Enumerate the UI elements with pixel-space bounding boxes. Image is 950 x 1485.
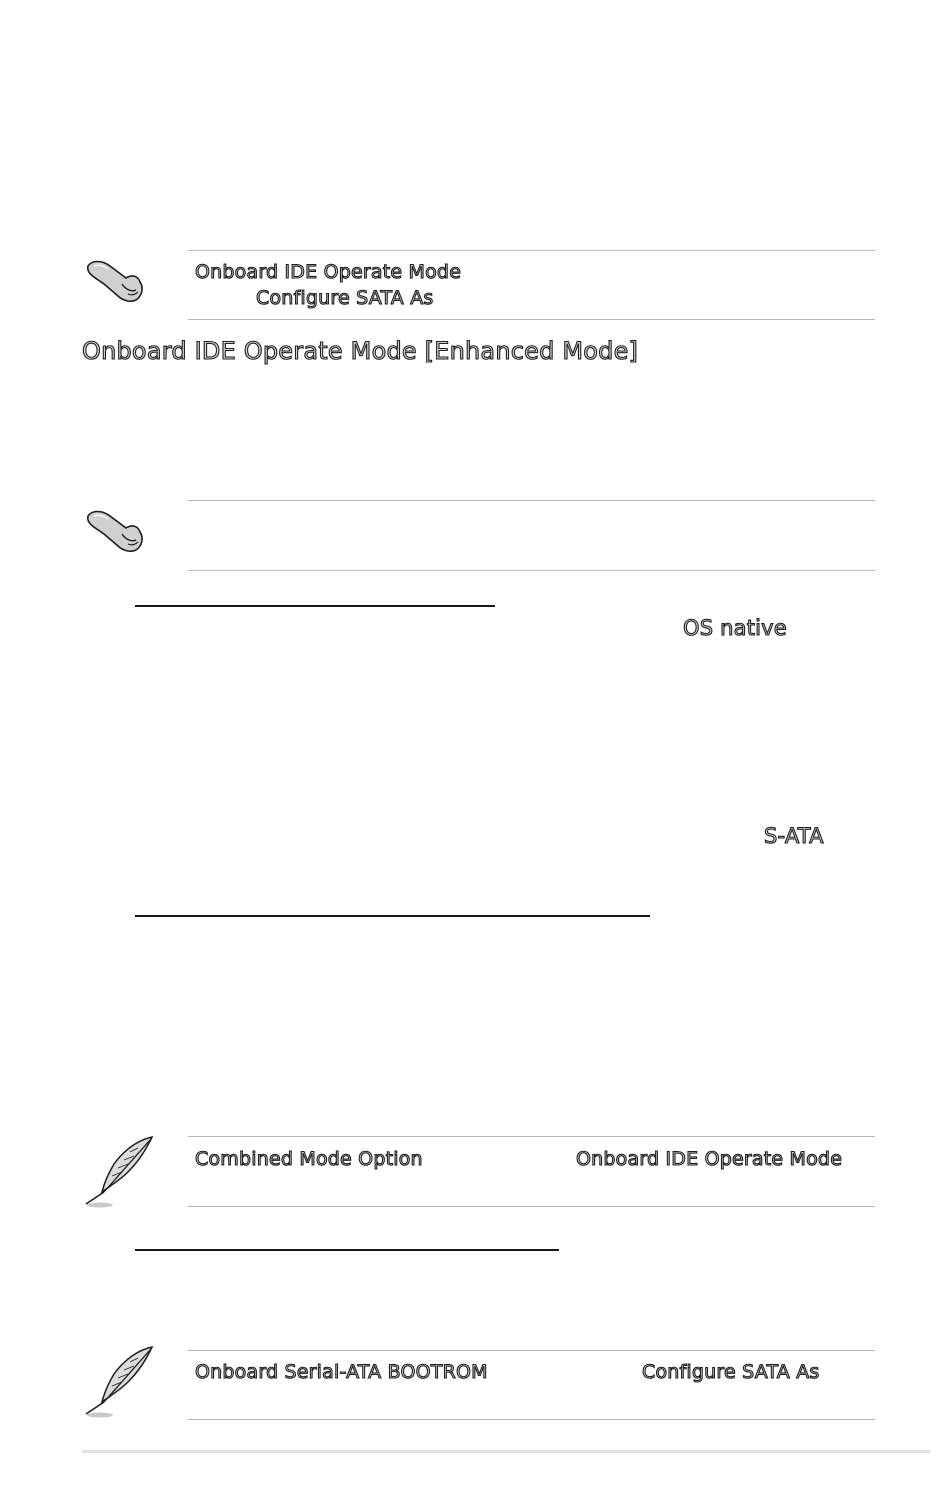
- os-native-text: OS native: [683, 616, 787, 640]
- note-4-bottom-rule: [188, 1419, 875, 1420]
- note-4-top-rule: [188, 1350, 875, 1351]
- note-2-bottom-rule: [188, 570, 875, 571]
- note-3-right-label: Onboard IDE Operate Mode: [576, 1148, 843, 1170]
- quill-pen-icon: [80, 1134, 160, 1210]
- hand-icon: [82, 254, 148, 304]
- note-4-right-label: Configure SATA As: [642, 1361, 820, 1383]
- note-3-left-label: Combined Mode Option: [195, 1148, 423, 1170]
- footer-rule: [82, 1450, 930, 1453]
- sub-item-3-underline: [135, 1249, 559, 1251]
- note-1-line-2: Configure SATA As: [256, 287, 434, 309]
- quill-pen-icon: [80, 1344, 160, 1420]
- section-heading: Onboard IDE Operate Mode [Enhanced Mode]: [82, 337, 639, 365]
- sub-item-1-underline: [135, 605, 495, 607]
- note-3-bottom-rule: [188, 1206, 875, 1207]
- note-1-line-1: Onboard IDE Operate Mode: [195, 261, 462, 283]
- hand-icon: [82, 504, 148, 554]
- sub-item-2-underline: [135, 915, 650, 917]
- note-4-left-label: Onboard Serial-ATA BOOTROM: [195, 1361, 488, 1383]
- note-2-top-rule: [188, 500, 875, 501]
- note-1-top-rule: [188, 250, 875, 251]
- s-ata-text: S-ATA: [764, 824, 824, 848]
- note-3-top-rule: [188, 1136, 875, 1137]
- note-1-bottom-rule: [188, 319, 875, 320]
